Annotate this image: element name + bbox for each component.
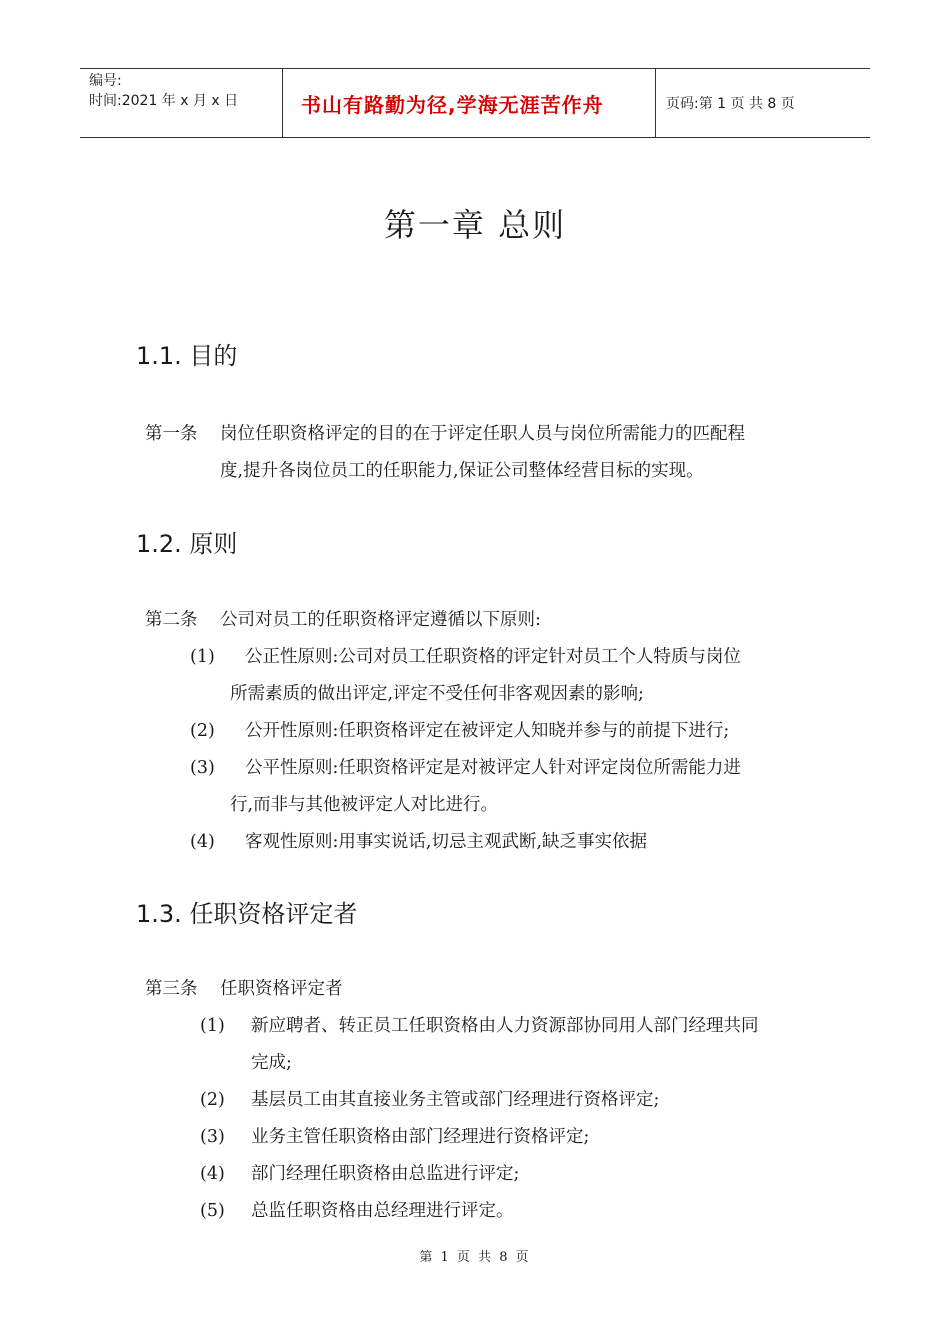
page-footer: 第 1 页 共 8 页 <box>419 1250 531 1265</box>
list-item-number: (1) <box>190 647 215 667</box>
section-heading: 1.2. 原则 <box>136 530 238 558</box>
list-item-text: 公平性原则:任职资格评定是对被评定人针对评定岗位所需能力进 <box>245 758 741 778</box>
list-item-text: 公正性原则:公司对员工任职资格的评定针对员工个人特质与岗位 <box>245 647 741 667</box>
list-item-number: (4) <box>190 832 215 852</box>
article-intro: 任职资格评定者 <box>220 979 343 999</box>
list-item-text: 行,而非与其他被评定人对比进行。 <box>230 795 499 815</box>
list-item-number: (2) <box>190 721 215 741</box>
list-item-text: 完成; <box>251 1053 292 1073</box>
list-item-text: 所需素质的做出评定,评定不受任何非客观因素的影响; <box>230 684 644 704</box>
list-item-number: (2) <box>200 1090 225 1110</box>
list-item-text: 公开性原则:任职资格评定在被评定人知晓并参与的前提下进行; <box>245 721 730 741</box>
list-item-number: (3) <box>200 1127 225 1147</box>
time-label: 时间:2021 年 x 月 x 日 <box>89 93 239 109</box>
list-item-text: 基层员工由其直接业务主管或部门经理进行资格评定; <box>251 1090 660 1110</box>
motto-text: 书山有路勤为径,学海无涯苦作舟 <box>301 92 604 117</box>
list-item-number: (4) <box>200 1164 225 1184</box>
header-page-info: 页码:第 1 页 共 8 页 <box>666 96 795 112</box>
list-item-number: (1) <box>200 1016 225 1036</box>
number-label: 编号: <box>89 73 122 89</box>
chapter-title: 第一章 总则 <box>383 206 567 244</box>
article-intro: 公司对员工的任职资格评定遵循以下原则: <box>220 610 541 630</box>
document-header <box>80 68 870 138</box>
list-item-text: 客观性原则:用事实说话,切忌主观武断,缺乏事实依据 <box>245 832 648 852</box>
section-heading: 1.1. 目的 <box>136 342 238 370</box>
list-item-text: 新应聘者、转正员工任职资格由人力资源部协同用人部门经理共同 <box>251 1016 759 1036</box>
list-item-text: 业务主管任职资格由部门经理进行资格评定; <box>251 1127 590 1147</box>
list-item-number: (3) <box>190 758 215 778</box>
header-meta <box>80 69 282 137</box>
article-label: 第一条 <box>145 424 198 444</box>
header-motto-cell <box>282 69 656 137</box>
article-label: 第二条 <box>145 610 198 630</box>
list-item-text: 总监任职资格由总经理进行评定。 <box>251 1201 514 1221</box>
list-item-number: (5) <box>200 1201 225 1221</box>
article-label: 第三条 <box>145 979 198 999</box>
article-text-line: 度,提升各岗位员工的任职能力,保证公司整体经营目标的实现。 <box>220 461 704 481</box>
list-item-text: 部门经理任职资格由总监进行评定; <box>251 1164 520 1184</box>
section-heading: 1.3. 任职资格评定者 <box>136 900 358 928</box>
article-text-line: 岗位任职资格评定的目的在于评定任职人员与岗位所需能力的匹配程 <box>220 424 745 444</box>
